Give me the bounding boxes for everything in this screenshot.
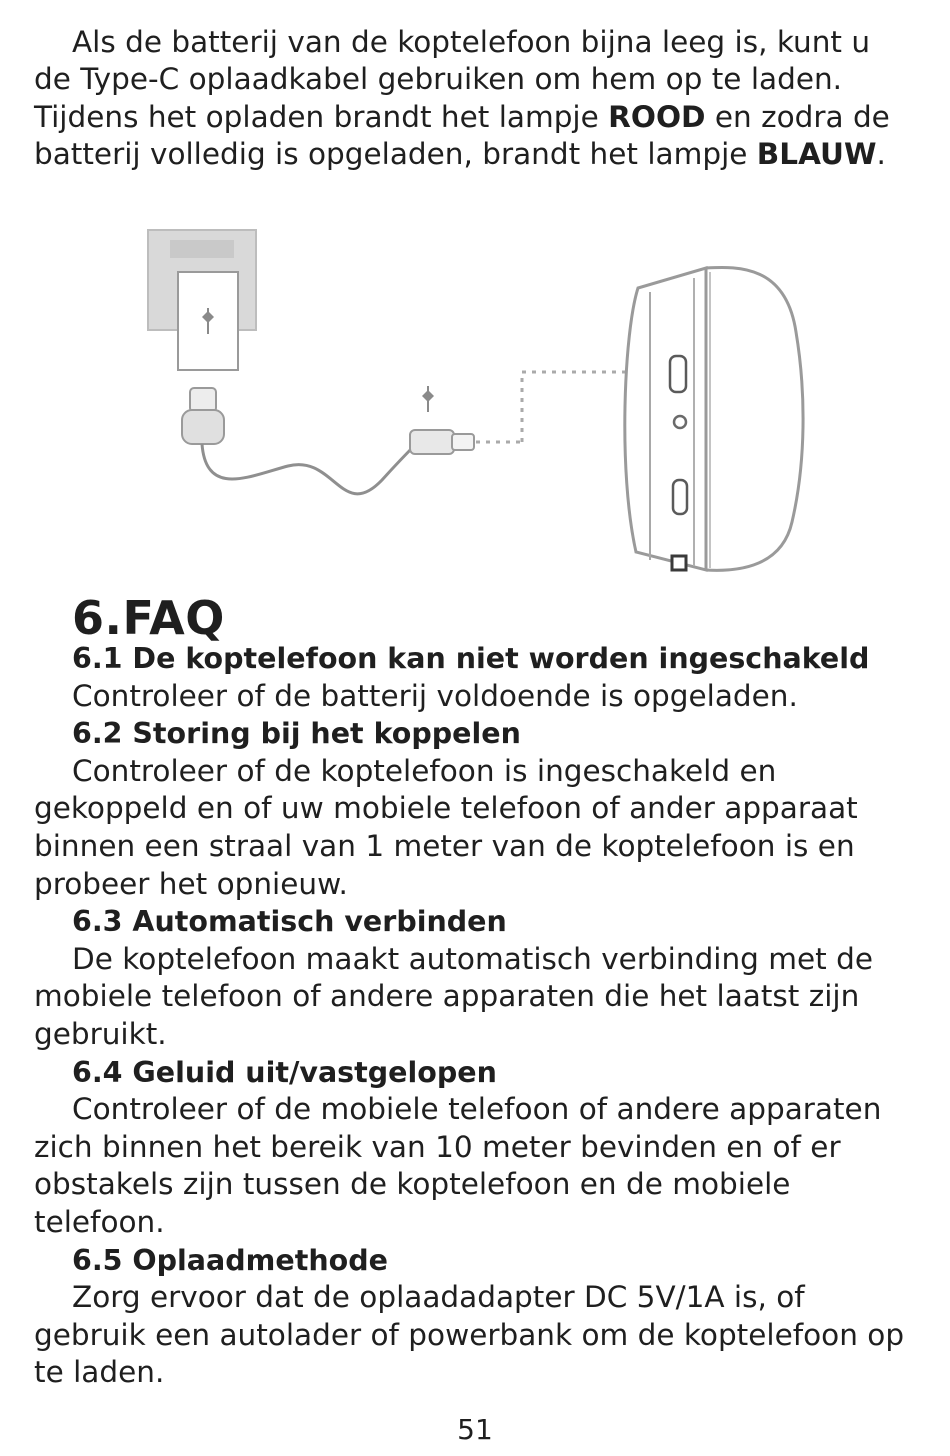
red-light-word: ROOD	[608, 99, 706, 134]
faq-item	[34, 640, 924, 715]
charging-illustration	[120, 222, 820, 582]
page-number: 51	[457, 1413, 493, 1446]
faq-title: 6.FAQ	[72, 591, 225, 645]
charging-text-part2: en zodra de batterij volledig is opgeladen, brandt het lampje	[34, 99, 890, 172]
usb-c-cable-illustration	[202, 372, 668, 494]
charging-text-part1: Als de batterij van de koptelefoon bijna leeg is, kunt u de Type-C oplaadkabel gebruiken om hem op te laden. Tijdens het opladen brandt het lampje	[34, 25, 871, 134]
faq-item	[34, 715, 924, 903]
faq-heading: 6.2 Storing bij het koppelen	[72, 717, 521, 751]
faq-answer: De koptelefoon maakt automatisch verbinding met de mobiele telefoon of andere apparaten die het laatst zijn gebruikt.	[34, 941, 873, 1051]
faq-answer: Controleer of de mobiele telefoon of andere apparaten zich binnen het bereik van 10 meter bevinden en of er obstakels zijn tussen de koptelefoon en de mobiele telefoon.	[34, 1092, 882, 1239]
faq-heading: 6.1 De koptelefoon kan niet worden ingeschakeld	[72, 642, 870, 675]
faq-answer: Zorg ervoor dat de oplaadadapter DC 5V/1A is, of gebruik een autolader of powerbank om de koptelefoon op te laden.	[34, 1280, 905, 1390]
faq-list	[34, 640, 924, 1392]
faq-item	[34, 1242, 924, 1392]
charging-paragraph	[34, 24, 914, 174]
faq-heading: 6.3 Automatisch verbinden	[72, 905, 507, 939]
faq-item	[34, 903, 924, 1053]
charging-text-part3: .	[876, 137, 886, 172]
headphone-earcup-illustration	[625, 267, 803, 570]
wall-adapter-illustration	[148, 230, 256, 444]
blue-light-word: BLAUW	[756, 137, 877, 172]
faq-item	[34, 1054, 924, 1242]
faq-heading: 6.4 Geluid uit/vastgelopen	[72, 1055, 497, 1089]
faq-heading: 6.5 Oplaadmethode	[72, 1243, 388, 1277]
faq-answer: Controleer of de koptelefoon is ingeschakeld en gekoppeld en of uw mobiele telefoon of ander apparaat binnen een straal van 1 meter van de koptelefoon is en probeer het opnieuw.	[34, 753, 858, 901]
faq-answer: Controleer of de batterij voldoende is opgeladen.	[72, 678, 798, 713]
